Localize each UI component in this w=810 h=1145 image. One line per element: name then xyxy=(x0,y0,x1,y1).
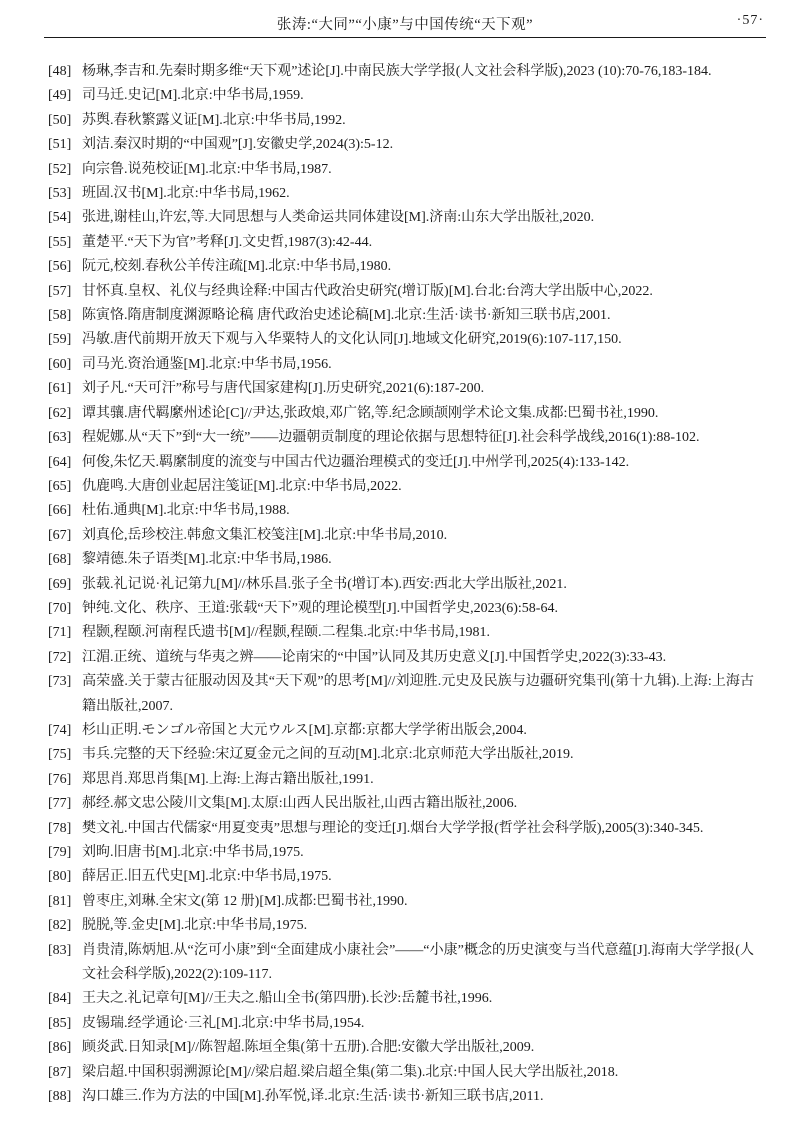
reference-number: [52] xyxy=(48,161,72,177)
reference-number: [62] xyxy=(48,405,72,421)
reference-text: 程颢,程颐.河南程氏遗书[M]//程颢,程颐.二程集.北京:中华书局,1981. xyxy=(82,625,490,641)
reference-text: 江湄.正统、道统与华夷之辨——论南宋的“中国”认同及其历史意义[J].中国哲学史,2022(3):33-43. xyxy=(82,649,667,665)
reference-text: 司马迁.史记[M].北京:中华书局,1959. xyxy=(82,88,304,104)
reference-number: [71] xyxy=(48,625,72,641)
reference-text: 樊文礼.中国古代儒家“用夏变夷”思想与理论的变迁[J].烟台大学学报(哲学社会科学版),2005(3):340-345. xyxy=(82,820,704,836)
reference-number: [54] xyxy=(48,210,72,226)
reference-text: 顾炎武.日知录[M]//陈智超.陈垣全集(第十五册).合肥:安徽大学出版社,2009. xyxy=(82,1040,535,1056)
reference-item xyxy=(48,670,754,719)
reference-item xyxy=(48,719,754,743)
reference-number: [67] xyxy=(48,527,72,543)
reference-item xyxy=(48,377,754,401)
reference-number: [53] xyxy=(48,186,72,202)
reference-item xyxy=(48,573,754,597)
reference-text: 陈寅恪.隋唐制度渊源略论稿 唐代政治史述论稿[M].北京:生活·读书·新知三联书店,2001. xyxy=(82,308,611,324)
reference-item xyxy=(48,841,754,865)
reference-item xyxy=(48,84,754,108)
reference-item xyxy=(48,1012,754,1036)
reference-number: [59] xyxy=(48,332,72,348)
reference-item xyxy=(48,987,754,1011)
reference-number: [76] xyxy=(48,771,72,787)
reference-item xyxy=(48,328,754,352)
reference-text: 郑思肖.郑思肖集[M].上海:上海古籍出版社,1991. xyxy=(82,771,374,787)
reference-item xyxy=(48,524,754,548)
reference-item xyxy=(48,743,754,767)
reference-number: [49] xyxy=(48,88,72,104)
reference-text: 薛居正.旧五代史[M].北京:中华书局,1975. xyxy=(82,869,332,885)
reference-item xyxy=(48,60,754,84)
reference-number: [58] xyxy=(48,308,72,324)
reference-list xyxy=(48,60,754,1109)
reference-text: 刘真伦,岳珍校注.韩愈文集汇校笺注[M].北京:中华书局,2010. xyxy=(82,527,448,543)
reference-text: 杜佑.通典[M].北京:中华书局,1988. xyxy=(82,503,290,519)
reference-text: 郝经.郝文忠公陵川文集[M].太原:山西人民出版社,山西古籍出版社,2006. xyxy=(82,796,518,812)
reference-text: 黎靖德.朱子语类[M].北京:中华书局,1986. xyxy=(82,552,332,568)
reference-text: 王夫之.礼记章句[M]//王夫之.船山全书(第四册).长沙:岳麓书社,1996. xyxy=(82,991,493,1007)
reference-item xyxy=(48,646,754,670)
reference-number: [51] xyxy=(48,137,72,153)
reference-text: 阮元,校刻.春秋公羊传注疏[M].北京:中华书局,1980. xyxy=(82,259,392,275)
reference-item xyxy=(48,768,754,792)
reference-item xyxy=(48,158,754,182)
reference-item xyxy=(48,451,754,475)
reference-number: [68] xyxy=(48,552,72,568)
reference-item xyxy=(48,109,754,133)
reference-number: [84] xyxy=(48,991,72,1007)
reference-text: 苏舆.春秋繁露义证[M].北京:中华书局,1992. xyxy=(82,112,346,128)
reference-text: 冯敏.唐代前期开放天下观与入华粟特人的文化认同[J].地域文化研究,2019(6):107-117,150. xyxy=(82,332,622,348)
reference-item xyxy=(48,597,754,621)
reference-item xyxy=(48,231,754,255)
reference-item xyxy=(48,914,754,938)
running-head xyxy=(44,13,766,35)
reference-number: [61] xyxy=(48,381,72,397)
reference-item xyxy=(48,402,754,426)
reference-item xyxy=(48,280,754,304)
reference-number: [55] xyxy=(48,234,72,250)
reference-number: [50] xyxy=(48,112,72,128)
reference-item xyxy=(48,499,754,523)
reference-item xyxy=(48,792,754,816)
reference-text: 刘洁.秦汉时期的“中国观”[J].安徽史学,2024(3):5-12. xyxy=(82,137,394,153)
reference-item xyxy=(48,255,754,279)
reference-text: 向宗鲁.说苑校证[M].北京:中华书局,1987. xyxy=(82,161,332,177)
reference-number: [83] xyxy=(48,942,72,958)
reference-text: 张载.礼记说·礼记第九[M]//林乐昌.张子全书(增订本).西安:西北大学出版社,2021. xyxy=(82,576,567,592)
reference-text: 高荣盛.关于蒙古征服动因及其“天下观”的思考[M]//刘迎胜.元史及民族与边疆研究集刊(第十九辑).上海:上海古籍出版社,2007. xyxy=(82,674,754,714)
reference-number: [75] xyxy=(48,747,72,763)
reference-number: [72] xyxy=(48,649,72,665)
reference-item xyxy=(48,1036,754,1060)
reference-text: 杉山正明.モンゴル帝国と大元ウルス[M].京都:京都大学学術出版会,2004. xyxy=(82,722,527,738)
reference-item xyxy=(48,817,754,841)
reference-item xyxy=(48,353,754,377)
reference-text: 曾枣庄,刘琳.全宋文(第 12 册)[M].成都:巴蜀书社,1990. xyxy=(82,893,408,909)
reference-item xyxy=(48,426,754,450)
reference-number: [81] xyxy=(48,893,72,909)
reference-number: [85] xyxy=(48,1015,72,1031)
reference-text: 甘怀真.皇权、礼仪与经典诠释:中国古代政治史研究(增订版)[M].台北:台湾大学出版中心,2022. xyxy=(82,283,653,299)
header-rule xyxy=(44,37,766,38)
reference-number: [65] xyxy=(48,478,72,494)
reference-item xyxy=(48,890,754,914)
reference-number: [77] xyxy=(48,796,72,812)
reference-text: 程妮娜.从“天下”到“大一统”——边疆朝贡制度的理论依据与思想特征[J].社会科学战线,2016(1):88-102. xyxy=(82,430,700,446)
reference-text: 司马光.资治通鉴[M].北京:中华书局,1956. xyxy=(82,356,332,372)
reference-text: 钟纯.文化、秩序、王道:张载“天下”观的理论模型[J].中国哲学史,2023(6):58-64. xyxy=(82,600,558,616)
reference-text: 韦兵.完整的天下经验:宋辽夏金元之间的互动[M].北京:北京师范大学出版社,2019. xyxy=(82,747,574,763)
reference-number: [87] xyxy=(48,1064,72,1080)
reference-number: [86] xyxy=(48,1040,72,1056)
reference-item xyxy=(48,548,754,572)
reference-text: 董楚平.“天下为官”考释[J].文史哲,1987(3):42-44. xyxy=(82,234,373,250)
reference-number: [74] xyxy=(48,722,72,738)
reference-text: 沟口雄三.作为方法的中国[M].孙军悦,译.北京:生活·读书·新知三联书店,2011. xyxy=(82,1089,544,1105)
reference-number: [82] xyxy=(48,918,72,934)
reference-number: [88] xyxy=(48,1089,72,1105)
reference-number: [70] xyxy=(48,600,72,616)
reference-item xyxy=(48,182,754,206)
reference-text: 刘昫.旧唐书[M].北京:中华书局,1975. xyxy=(82,845,304,860)
reference-text: 梁启超.中国积弱溯源论[M]//梁启超.梁启超全集(第二集).北京:中国人民大学出版社,2018. xyxy=(82,1064,619,1080)
reference-number: [80] xyxy=(48,869,72,885)
reference-number: [63] xyxy=(48,430,72,446)
reference-item xyxy=(48,133,754,157)
reference-text: 杨琳,李吉和.先秦时期多维“天下观”述论[J].中南民族大学学报(人文社会科学版),2023 (10):70-76,183-184. xyxy=(82,64,712,79)
reference-text: 谭其骧.唐代羁縻州述论[C]//尹达,张政烺,邓广铭,等.纪念顾颉刚学术论文集.成都:巴蜀书社,1990. xyxy=(82,405,659,421)
reference-text: 何俊,朱忆天.羁縻制度的流变与中国古代边疆治理模式的变迁[J].中州学刊,2025(4):133-142. xyxy=(82,454,630,470)
reference-item xyxy=(48,206,754,230)
reference-text: 皮锡瑞.经学通论·三礼[M].北京:中华书局,1954. xyxy=(82,1015,365,1031)
reference-text: 班固.汉书[M].北京:中华书局,1962. xyxy=(82,186,290,202)
reference-number: [64] xyxy=(48,454,72,470)
reference-item xyxy=(48,621,754,645)
reference-number: [57] xyxy=(48,283,72,299)
reference-text: 仇鹿鸣.大唐创业起居注笺证[M].北京:中华书局,2022. xyxy=(82,478,402,494)
reference-item xyxy=(48,1061,754,1085)
reference-number: [78] xyxy=(48,820,72,836)
reference-text: 肖贵清,陈炳旭.从“汔可小康”到“全面建成小康社会”——“小康”概念的历史演变与当代意蕴[J].海南大学学报(人文社会科学版),2022(2):109-117. xyxy=(82,942,754,983)
reference-item xyxy=(48,1085,754,1109)
reference-text: 脱脱,等.金史[M].北京:中华书局,1975. xyxy=(82,918,308,934)
reference-number: [66] xyxy=(48,503,72,519)
reference-item xyxy=(48,939,754,988)
reference-item xyxy=(48,865,754,889)
reference-text: 刘子凡.“天可汗”称号与唐代国家建构[J].历史研究,2021(6):187-200. xyxy=(82,381,485,397)
reference-number: [79] xyxy=(48,845,72,860)
reference-number: [48] xyxy=(48,64,72,79)
reference-item xyxy=(48,304,754,328)
reference-item xyxy=(48,475,754,499)
reference-text: 张进,谢桂山,许宏,等.大同思想与人类命运共同体建设[M].济南:山东大学出版社,2020. xyxy=(82,210,595,226)
reference-number: [56] xyxy=(48,259,72,275)
reference-number: [73] xyxy=(48,674,72,690)
reference-number: [69] xyxy=(48,576,72,592)
running-head-title: 张涛:“大同”“小康”与中国传统“天下观” xyxy=(276,17,534,33)
page-number: ·57· xyxy=(736,13,764,28)
reference-number: [60] xyxy=(48,356,72,372)
